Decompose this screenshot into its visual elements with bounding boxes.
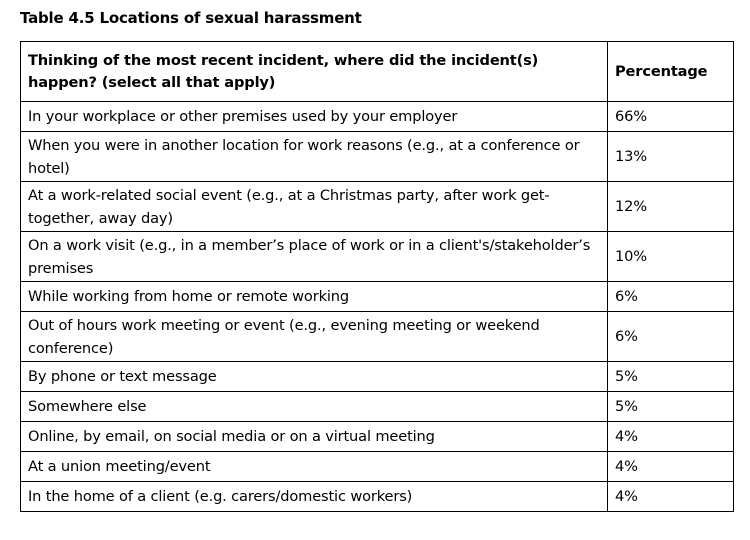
location-cell: In your workplace or other premises used by your employer [21,102,608,132]
harassment-locations-table [20,41,734,512]
percentage-cell: 5% [608,362,734,392]
percentage-cell: 4% [608,452,734,482]
table-row [21,232,734,282]
table-row [21,362,734,392]
percentage-cell: 4% [608,422,734,452]
location-cell: While working from home or remote working [21,282,608,312]
table-row [21,452,734,482]
location-cell: At a work-related social event (e.g., at a Christmas party, after work get-together, away day) [21,182,608,232]
percentage-cell: 12% [608,182,734,232]
percentage-cell: 6% [608,312,734,362]
location-cell: Online, by email, on social media or on a virtual meeting [21,422,608,452]
table-row [21,102,734,132]
location-cell: In the home of a client (e.g. carers/domestic workers) [21,482,608,512]
percentage-cell: 4% [608,482,734,512]
location-cell: At a union meeting/event [21,452,608,482]
location-cell: Somewhere else [21,392,608,422]
percentage-cell: 6% [608,282,734,312]
percentage-cell: 13% [608,132,734,182]
header-percentage: Percentage [608,42,734,102]
table-row [21,182,734,232]
location-cell: Out of hours work meeting or event (e.g., evening meeting or weekend conference) [21,312,608,362]
percentage-cell: 66% [608,102,734,132]
table-row [21,282,734,312]
location-cell: By phone or text message [21,362,608,392]
table-row [21,422,734,452]
table-row [21,132,734,182]
table-row [21,482,734,512]
table-header-row [21,42,734,102]
location-cell: When you were in another location for work reasons (e.g., at a conference or hotel) [21,132,608,182]
location-cell: On a work visit (e.g., in a member’s place of work or in a client's/stakeholder’s premises [21,232,608,282]
header-location: Thinking of the most recent incident, where did the incident(s) happen? (select all that apply) [21,42,608,102]
percentage-cell: 10% [608,232,734,282]
percentage-cell: 5% [608,392,734,422]
table-caption: Table 4.5 Locations of sexual harassment [20,9,362,27]
table-row [21,312,734,362]
table-row [21,392,734,422]
